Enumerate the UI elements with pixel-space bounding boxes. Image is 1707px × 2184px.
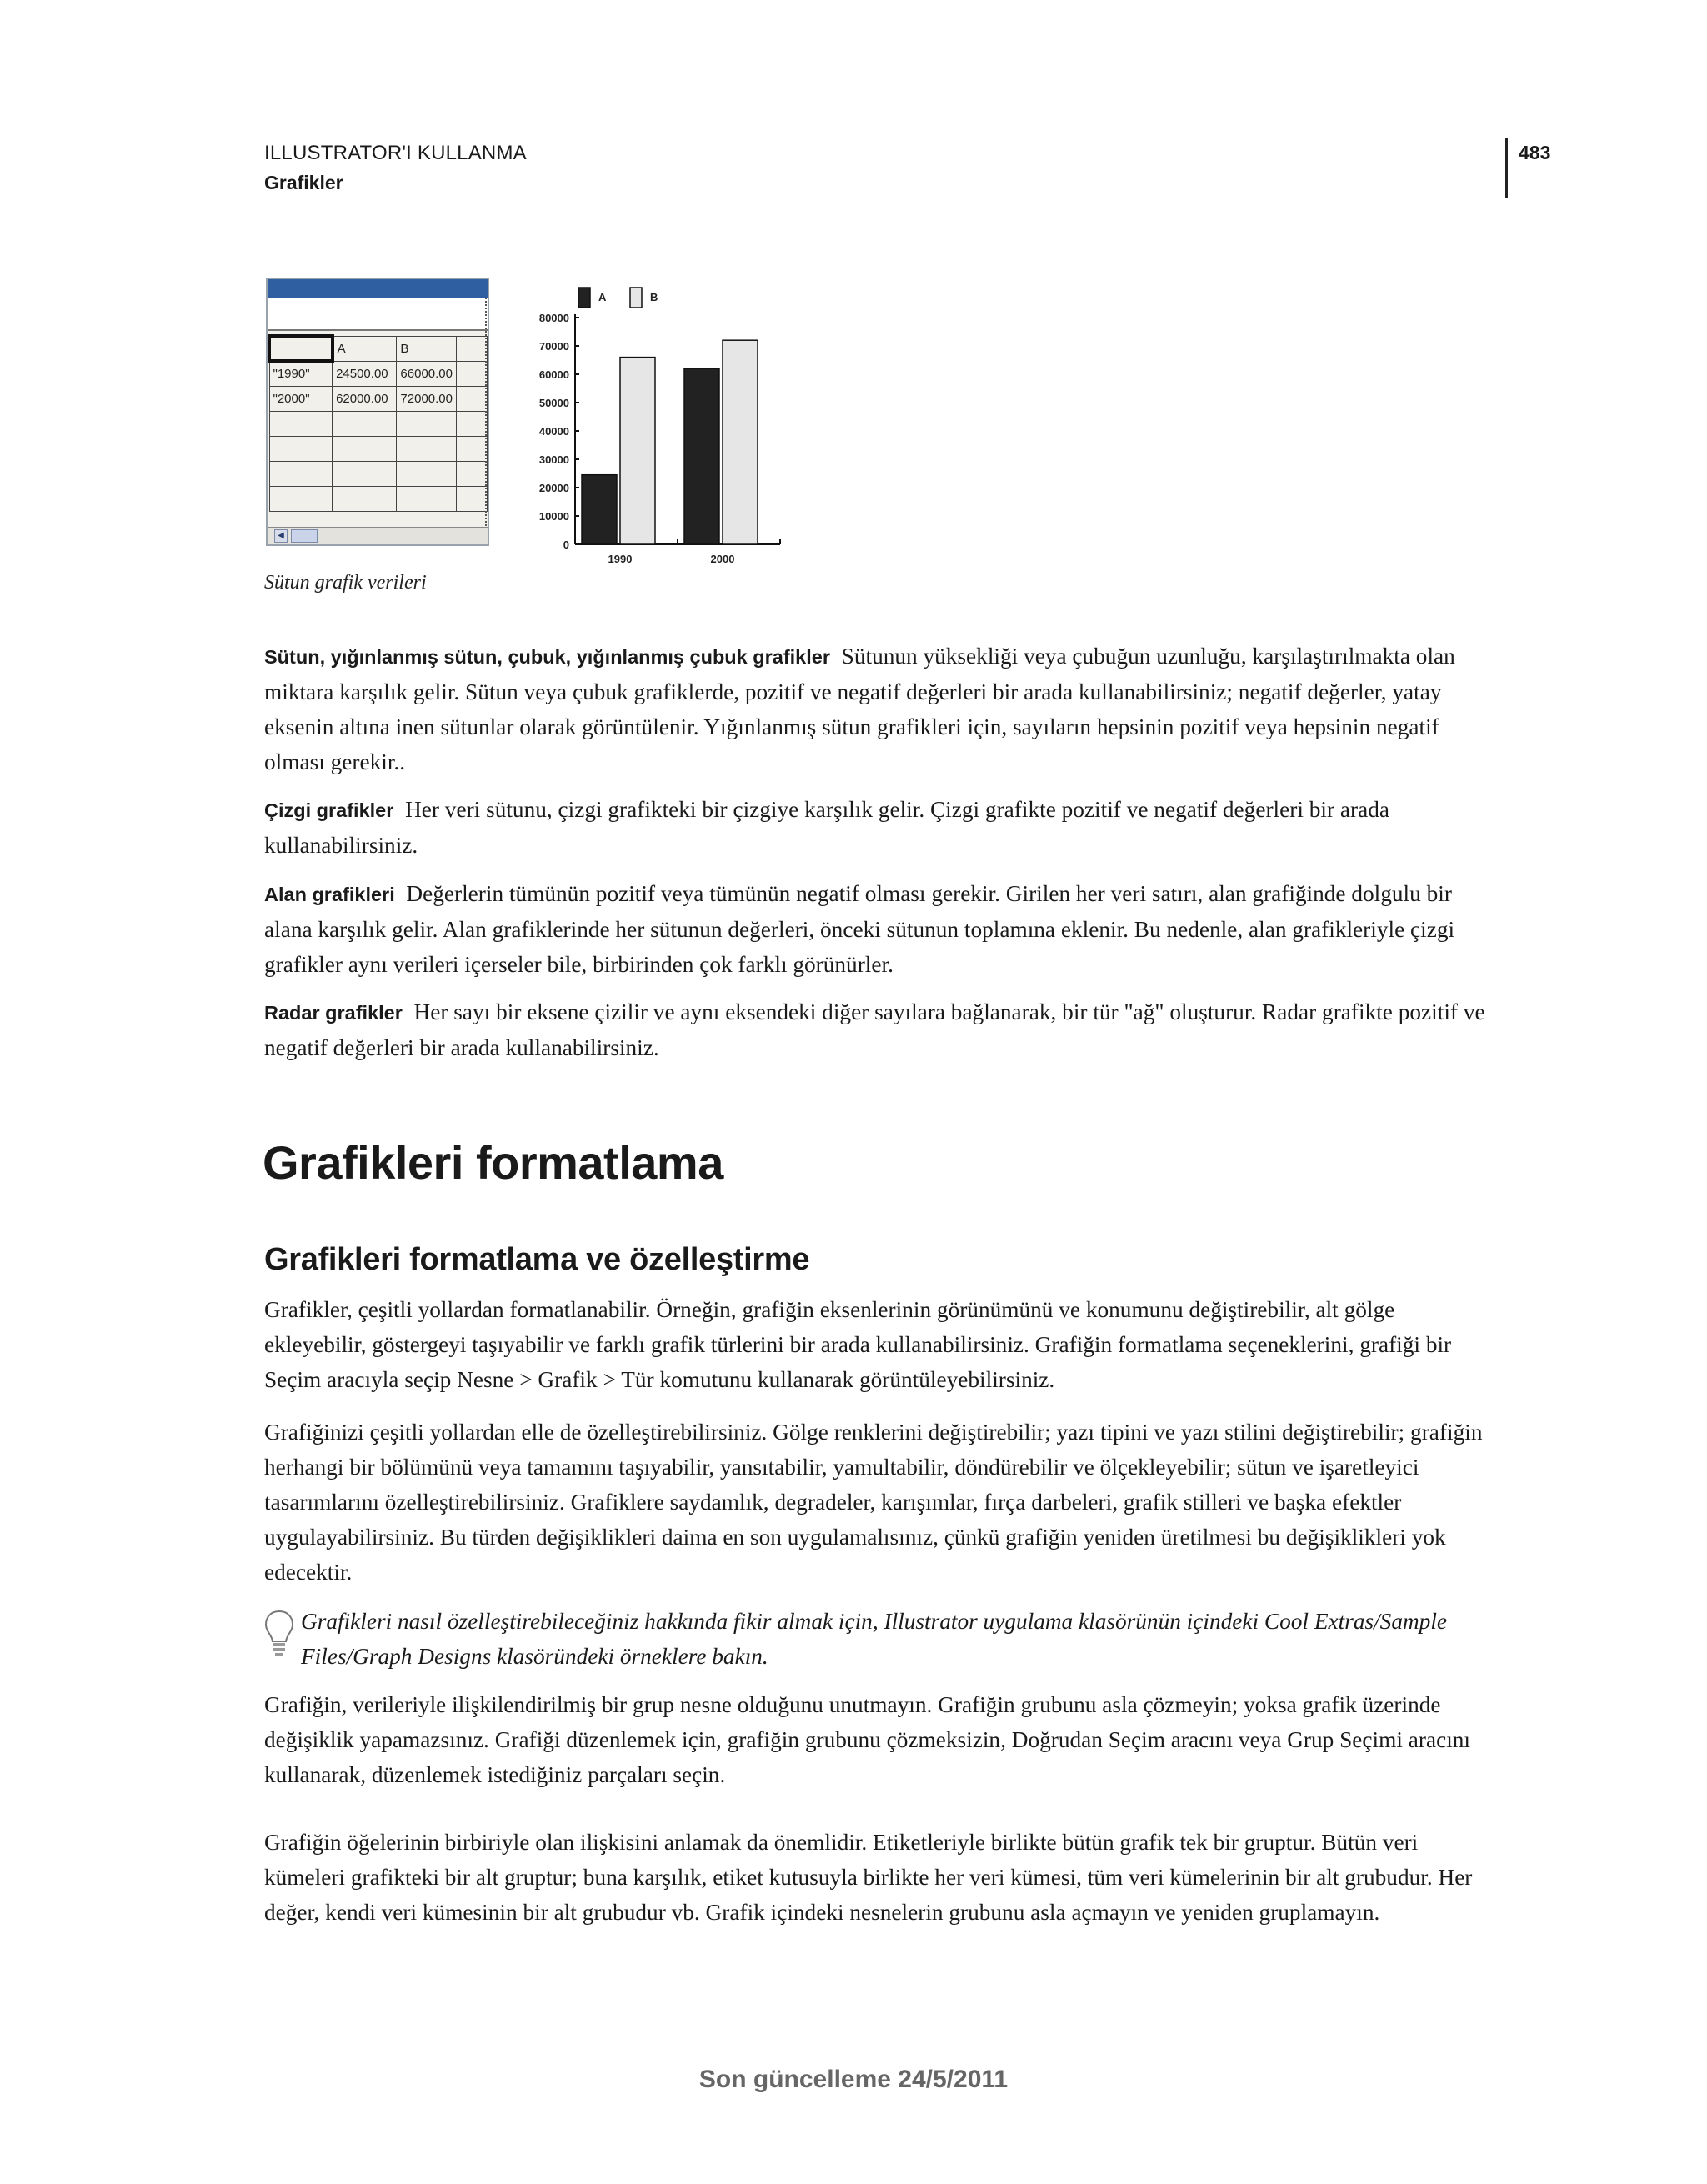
spreadsheet-row (269, 486, 488, 511)
spreadsheet-row (269, 361, 488, 386)
y-tick-label: 10000 (538, 510, 569, 523)
spreadsheet-cell[interactable]: 66000.00 (397, 361, 457, 386)
column-header-cell[interactable]: A (333, 336, 397, 361)
spreadsheet-entry-field[interactable] (268, 298, 488, 331)
y-tick-label: 70000 (538, 340, 569, 353)
legend-swatch-A (578, 288, 590, 308)
spreadsheet-row (269, 411, 488, 436)
y-tick-label: 20000 (538, 482, 569, 494)
header-divider (1505, 138, 1508, 198)
x-category-label: 1990 (608, 553, 633, 565)
body-paragraph-3: Grafiğin, verileriyle ilişkilendirilmiş bir grup nesne olduğunu unutmayın. Grafiğin grubunu asla çözmeyin; yoksa grafik üzerinde değişiklik yapamazsınız. Grafiği düzenlemek için, grafiğin grubunu çözmeksizin, Doğrudan Seçim aracını veya Grup Seçimi aracını kullanarak, düzenlemek istediğiniz parçaları seçin. (264, 1692, 1471, 1787)
spreadsheet-cell[interactable] (397, 436, 457, 461)
spreadsheet-cell[interactable] (333, 436, 397, 461)
y-tick-label: 0 (563, 538, 569, 551)
term-column-charts: Sütun, yığınlanmış sütun, çubuk, yığınlanmış çubuk grafikler (264, 646, 830, 668)
spreadsheet-grid (268, 334, 488, 512)
legend-label: B (650, 291, 658, 303)
definition-text: Sütunun yüksekliği veya çubuğun uzunluğu, karşılaştırılmakta olan miktara karşılık gelir. Sütun veya çubuk grafiklerde, pozitif ve negatif değerleri bir arada kullanabilirsiniz; negatif değerler, yatay eksenin altına inen sütunlar olarak görüntülenir. Yığınlanmış sütun grafikleri için, sayıların hepsinin pozitif veya hepsinin negatif olması gerekir.. (264, 644, 1455, 774)
definition-text: Her veri sütunu, çizgi grafikteki bir çizgiye karşılık gelir. Çizgi grafikte pozitif ve negatif değerleri bir arada kullanabilirsiniz. (264, 797, 1389, 858)
lightbulb-icon (263, 1609, 295, 1665)
legend-swatch-B (630, 288, 642, 308)
spreadsheet-row (269, 386, 488, 411)
spreadsheet-cell[interactable] (457, 386, 488, 411)
term-area-charts: Alan grafikleri (264, 884, 395, 905)
definition-column-charts (264, 639, 1498, 779)
spreadsheet-cell[interactable] (457, 461, 488, 486)
spreadsheet-edge (485, 298, 487, 526)
footer-last-updated: Son güncelleme 24/5/2011 (698, 2066, 1009, 2093)
body-paragraph-1: Grafikler, çeşitli yollardan formatlanabilir. Örneğin, grafiğin eksenlerinin görünümünü ve konumunu değiştirebilir, alt gölge ekleyebilir, göstergeyi taşıyabilir ve farklı grafik türlerini bir arada kullanabilirsiniz. Grafiğin formatlama seçeneklerini, grafiği bir Seçim aracıyla seçip Nesne > Grafik > Tür komutunu kullanarak görüntüleyebilirsiniz. (264, 1297, 1452, 1392)
term-radar-charts: Radar grafikler (264, 1002, 403, 1024)
term-line-charts: Çizgi grafikler (264, 799, 394, 821)
definition-text: Değerlerin tümünün pozitif veya tümünün negatif olması gerekir. Girilen her veri satırı, alan grafiğinde dolgulu bir alana karşılık gelir. Alan grafiklerinde her sütunun değerleri, önceki sütunun toplamına eklenir. Bu nedenle, alan grafikleriyle çizgi grafikler aynı verileri içerseler bile, birbirinden çok farklı görünürler. (264, 881, 1455, 977)
running-header-title: ILLUSTRATOR'I KULLANMA (264, 142, 527, 164)
subsection-heading: Grafikleri formatlama ve özelleştirme (264, 1242, 810, 1277)
spreadsheet-header-row (269, 336, 488, 361)
spreadsheet-cell[interactable]: 72000.00 (397, 386, 457, 411)
definition-radar-charts (264, 994, 1498, 1065)
selected-cell[interactable] (269, 336, 333, 361)
spreadsheet-cell[interactable] (269, 436, 333, 461)
bar-A-2000 (684, 368, 719, 544)
spreadsheet-cell[interactable] (457, 361, 488, 386)
scroll-thumb[interactable] (291, 529, 318, 543)
spreadsheet-cell[interactable] (269, 461, 333, 486)
figure-caption: Sütun grafik verileri (264, 572, 427, 594)
bar-A-1990 (582, 475, 617, 544)
bar-B-2000 (723, 340, 758, 544)
page-number: 483 (1519, 142, 1551, 163)
y-tick-label: 50000 (538, 397, 569, 409)
definition-area-charts (264, 876, 1498, 982)
spreadsheet-cell[interactable] (269, 486, 333, 511)
spreadsheet-cell[interactable] (397, 486, 457, 511)
spreadsheet-toolbar (268, 279, 488, 298)
spreadsheet-cell[interactable] (333, 486, 397, 511)
column-header-cell[interactable]: B (397, 336, 457, 361)
spreadsheet-cell[interactable]: 62000.00 (333, 386, 397, 411)
column-chart (525, 279, 792, 575)
running-header-section: Grafikler (264, 172, 343, 193)
spreadsheet-cell[interactable] (457, 436, 488, 461)
section-heading: Grafikleri formatlama (263, 1136, 723, 1189)
definition-line-charts (264, 792, 1498, 863)
y-tick-label: 30000 (538, 453, 569, 466)
spreadsheet-cell[interactable]: "2000" (269, 386, 333, 411)
y-tick-label: 40000 (538, 425, 569, 438)
y-tick-label: 60000 (538, 368, 569, 381)
spreadsheet-cell[interactable] (397, 461, 457, 486)
body-paragraph-4: Grafiğin öğelerinin birbiriyle olan ilişkisini anlamak da önemlidir. Etiketleriyle birlikte bütün grafik tek bir gruptur. Bütün veri kümeleri grafikteki bir alt gruptur; buna karşılık, etiket kutusuyla birlikte her veri kümesi, tüm veri kümelerinin bir alt grubudur. Her değer, kendi veri kümesinin bir alt grubudur vb. Grafik içindeki nesnelerin grubunu asla açmayın ve yeniden gruplamayın. (264, 1830, 1473, 1925)
x-category-label: 2000 (710, 553, 735, 565)
spreadsheet-row (269, 436, 488, 461)
definition-text: Her sayı bir eksene çizilir ve aynı eksendeki diğer sayılara bağlanarak, bir tür "ağ" oluşturur. Radar grafikte pozitif ve negatif değerleri bir arada kullanabilirsiniz. (264, 999, 1485, 1060)
column-header-cell[interactable] (457, 336, 488, 361)
spreadsheet-cell[interactable] (457, 411, 488, 436)
scroll-left-arrow-icon[interactable]: ◀ (274, 529, 288, 543)
spreadsheet-scrollbar[interactable] (268, 527, 488, 544)
spreadsheet-cell[interactable] (397, 411, 457, 436)
legend-label: A (598, 291, 607, 303)
body-paragraph-2: Grafiğinizi çeşitli yollardan elle de özelleştirebilirsiniz. Gölge renklerini değiştirebilir; yazı tipini ve yazı stilini değiştirebilir; grafiğin herhangi bir bölümünü veya tamamını taşıyabilir, yansıtabilir, yamultabilir, döndürebilir ve ölçekleyebilir; sütun ve işaretleyici tasarımlarını özelleştirebilirsiniz. Grafiklere saydamlık, degradeler, karışımlar, fırça darbeleri, grafik stilleri ve başka efektler uygulayabilirsiniz. Bu türden değişiklikleri daima en son uygulamalısınız, çünkü grafiğin yeniden üretilmesi bu değişiklikleri yok edecektir. (264, 1420, 1483, 1585)
spreadsheet-cell[interactable] (333, 411, 397, 436)
graph-data-spreadsheet (266, 278, 489, 546)
y-tick-label: 80000 (538, 312, 569, 324)
spreadsheet-cell[interactable]: 24500.00 (333, 361, 397, 386)
spreadsheet-cell[interactable] (269, 411, 333, 436)
spreadsheet-cell[interactable]: "1990" (269, 361, 333, 386)
bar-B-1990 (620, 358, 655, 544)
spreadsheet-cell[interactable] (333, 461, 397, 486)
tip-text: Grafikleri nasıl özelleştirebileceğiniz hakkında fikir almak için, Illustrator uygulama klasörünün içindeki Cool Extras/Sample Files/Graph Designs klasöründeki örneklere bakın. (301, 1609, 1448, 1669)
spreadsheet-row (269, 461, 488, 486)
spreadsheet-cell[interactable] (457, 486, 488, 511)
